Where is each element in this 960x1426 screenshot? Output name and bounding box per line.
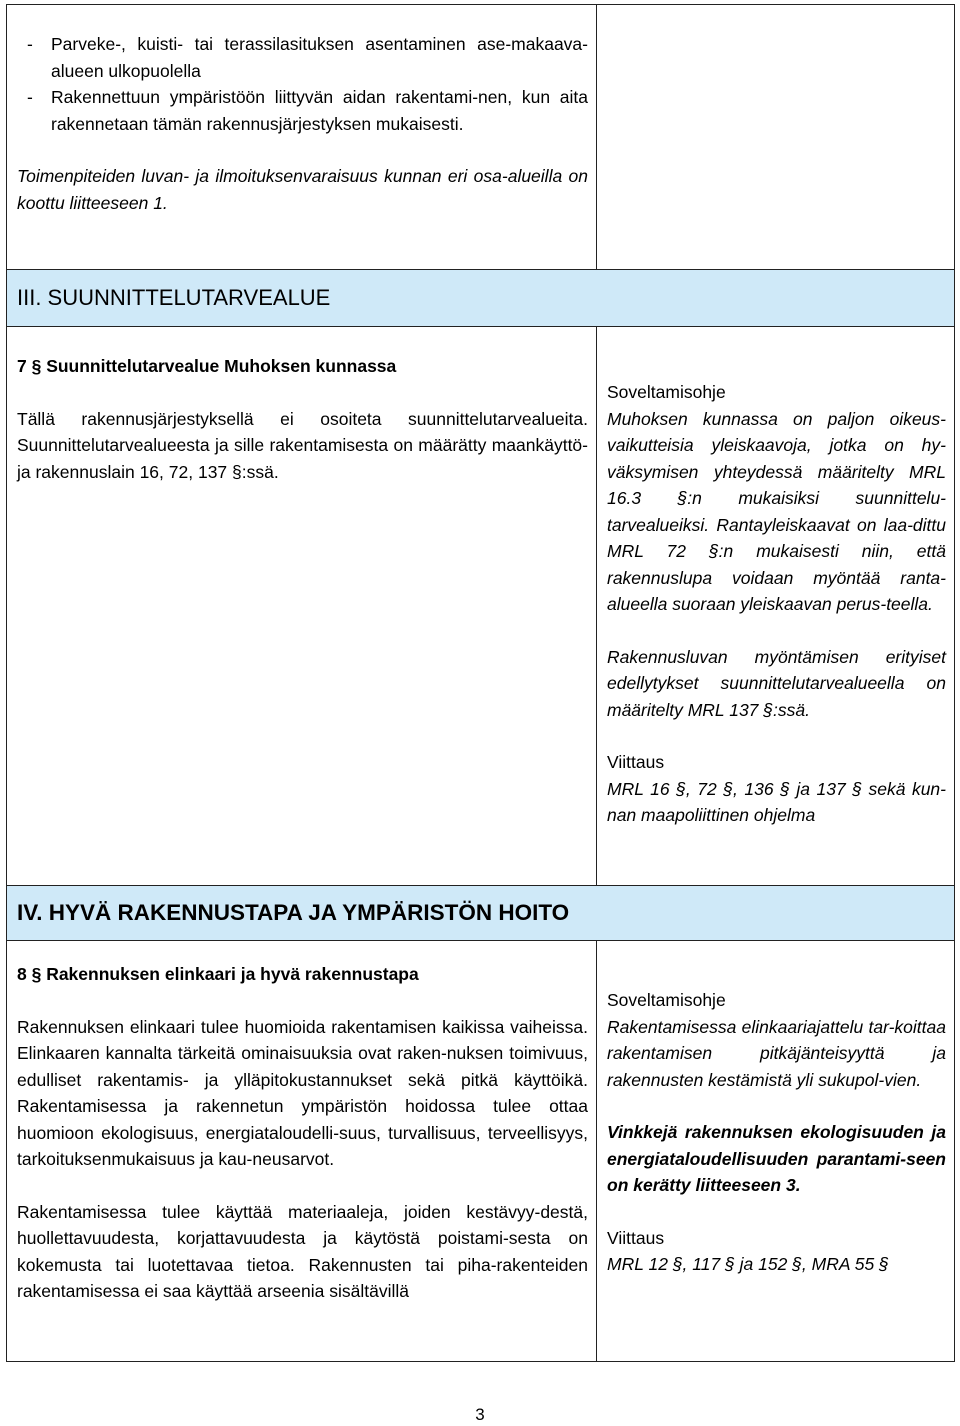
guidance-title: Soveltamisohje: [607, 990, 726, 1010]
table-row: [7, 5, 954, 270]
reference-title: Viittaus: [607, 1227, 665, 1248]
paragraph-text: Rakentamisessa tulee käyttää materiaaleja, joiden kestävyy-destä, huollettavuudesta, korjattavuudesta ja käytöstä poistami-sesta on kokemusta tai luotettavaa tietoa. Rakennusten tai piha-rakenteiden rakentamisessa ei saa käyttää arseenia sisältävillä: [17, 1201, 588, 1301]
page-number: 3: [475, 1405, 485, 1424]
list-item: [17, 31, 588, 84]
guidance-cell: [597, 327, 954, 885]
list-item-text: Rakennettuun ympäristöön liittyvän aidan rakentami-nen, kun aita rakennetaan tämän rakennusjärjestyksen mukaisesti.: [51, 87, 588, 134]
paragraph-text: Rakennuksen elinkaari tulee huomioida rakentamisen kaikissa vaiheissa. Elinkaaren kannalta tärkeitä ominaisuuksia ovat raken-nuksen toimivuus, edulliset rakentamis- ja ylläpitokustannukset sekä pitkä käyttöikä. Rakentamisessa ja rakennetun ympäristön hoidossa tulee ottaa huomioon ekologisuus, energiataloudelli-suus, turvallisuus, terveellisyys, tarkoituksenmukaisuus ja kau-neusarvot.: [17, 1016, 588, 1169]
paragraph-title: 7 § Suunnittelutarvealue Muhoksen kunnassa: [17, 356, 397, 376]
guidance-text: Muhoksen kunnassa on paljon oikeus-vaikutteisia yleiskaavoja, jotka on hy-väksymisen yhteydessä määritelty MRL 16.3 §:n mukaisiksi suunnittelu-tarvealueiksi. Rantayleiskaavat on laa-dittu MRL 72 §:n mukaisesti niin, että rakennuslupa voidaan myöntää ranta-alueella suoraan yleiskaavan perus-teella.: [607, 408, 946, 614]
table-row: [7, 941, 954, 1361]
appendix-note: Toimenpiteiden luvan- ja ilmoituksenvaraisuus kunnan eri osa-alueilla on koottu liitteeseen 1.: [17, 166, 588, 213]
paragraph-text: Tällä rakennusjärjestyksellä ei osoiteta suunnittelutarvealueita. Suunnittelutarvealueesta ja sille rakentamisesta on määrätty maankäyttö- ja rakennuslain 16, 72, 137 §:ssä.: [17, 408, 588, 482]
list-dash: -: [27, 34, 33, 54]
guidance-title: Soveltamisohje: [607, 382, 726, 402]
table-row: [7, 327, 954, 886]
list-item-text: Parveke-, kuisti- tai terassilasituksen asentaminen ase-makaava-alueen ulkopuolella: [51, 34, 588, 81]
guidance-cell: [597, 941, 954, 1361]
section-heading-row: [7, 270, 954, 327]
regulation-cell: [7, 941, 597, 1361]
list-item: [17, 84, 588, 137]
guidance-text: Rakentamisessa elinkaariajattelu tar-koittaa rakentamisen pitkäjänteisyyttä ja rakennusten kestämistä yli sukupol-vien.: [607, 1016, 946, 1090]
guidance-bold-text: Vinkkejä rakennuksen ekologisuuden ja energiataloudellisuuden parantami-seen on kerätty liitteeseen 3.: [607, 1122, 946, 1195]
guidance-text: Rakennusluvan myöntämisen erityiset edellytykset suunnittelutarvealueella on määritelty MRL 137 §:ssä.: [607, 646, 946, 720]
section-heading: III. SUUNNITTELUTARVEALUE: [17, 285, 331, 310]
reference-text: MRL 12 §, 117 § ja 152 §, MRA 55 §: [607, 1254, 889, 1274]
section-heading: IV. HYVÄ RAKENNUSTAPA JA YMPÄRISTÖN HOITO: [17, 900, 570, 925]
reference-title: Viittaus: [607, 752, 665, 772]
list-dash: -: [27, 87, 33, 107]
regulation-cell: [7, 327, 597, 885]
paragraph-title: 8 § Rakennuksen elinkaari ja hyvä rakennustapa: [17, 964, 419, 984]
top-left-cell: [7, 5, 597, 269]
reference-text: MRL 16 §, 72 §, 136 § ja 137 § sekä kun-nan maapoliittinen ohjelma: [607, 778, 946, 825]
top-right-cell: [597, 5, 954, 269]
section-heading-row: [7, 886, 954, 941]
regulation-table: [6, 4, 955, 1362]
